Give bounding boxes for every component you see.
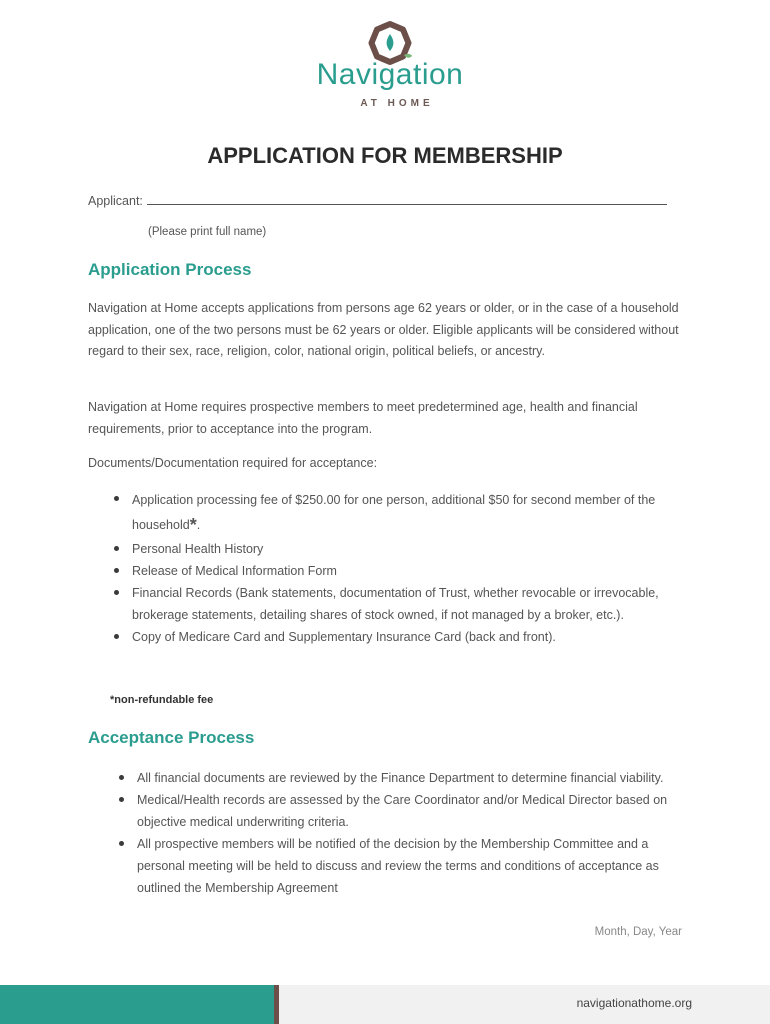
list-item: Application processing fee of $250.00 for one person, additional $50 for second member of the household*. [110, 488, 690, 538]
list-item: Copy of Medicare Card and Supplementary Insurance Card (back and front). [110, 626, 690, 648]
eligibility-paragraph: Navigation at Home accepts applications from persons age 62 years or older, or in the case of a household application, one of the two persons must be 62 years or older. Eligible applicants will be considered without regard to their sex, race, religion, color, national origin, political beliefs, or ancestry. [88, 301, 679, 358]
footer-website-link[interactable]: navigationathome.org [576, 996, 692, 1010]
requirements-paragraph: Navigation at Home requires prospective members to meet predetermined age, health and financial requirements, prior to acceptance into the program. [88, 400, 638, 436]
acceptance-list [115, 767, 675, 899]
navigation-at-home-logo [305, 20, 475, 115]
list-item: All prospective members will be notified of the decision by the Membership Committee and a personal meeting will be held to discuss and review the terms and conditions of acceptance as outlined the Membership Agreement [115, 833, 675, 899]
applicant-hint: (Please print full name) [148, 226, 267, 238]
footer-accent-brown [274, 985, 279, 1024]
footer-accent-teal [0, 985, 274, 1024]
applicant-name-line[interactable] [147, 193, 667, 205]
applicant-label: Applicant: [88, 194, 143, 208]
logo-wordmark: Navigation [316, 58, 464, 91]
required-documents-list [110, 488, 690, 648]
page-title: APPLICATION FOR MEMBERSHIP [207, 143, 563, 168]
fee-note: *non-refundable fee [110, 694, 214, 706]
acceptance-process-heading: Acceptance Process [88, 728, 255, 747]
list-item: Release of Medical Information Form [110, 560, 690, 582]
list-item: Medical/Health records are assessed by the Care Coordinator and/or Medical Director based on objective medical underwriting criteria. [115, 789, 675, 833]
list-item: All financial documents are reviewed by the Finance Department to determine financial viability. [115, 767, 675, 789]
documents-intro: Documents/Documentation required for acceptance: [88, 456, 378, 470]
list-item: Personal Health History [110, 538, 690, 560]
asterisk: * [189, 515, 197, 535]
date-label: Month, Day, Year [594, 926, 682, 938]
applicant-field[interactable] [88, 193, 667, 208]
application-process-heading: Application Process [88, 260, 252, 279]
logo-subtitle: AT HOME [360, 98, 434, 109]
list-item: Financial Records (Bank statements, documentation of Trust, whether revocable or irrevocable, brokerage statements, detailing shares of stock owned, if not managed by a broker, etc.). [110, 582, 662, 626]
